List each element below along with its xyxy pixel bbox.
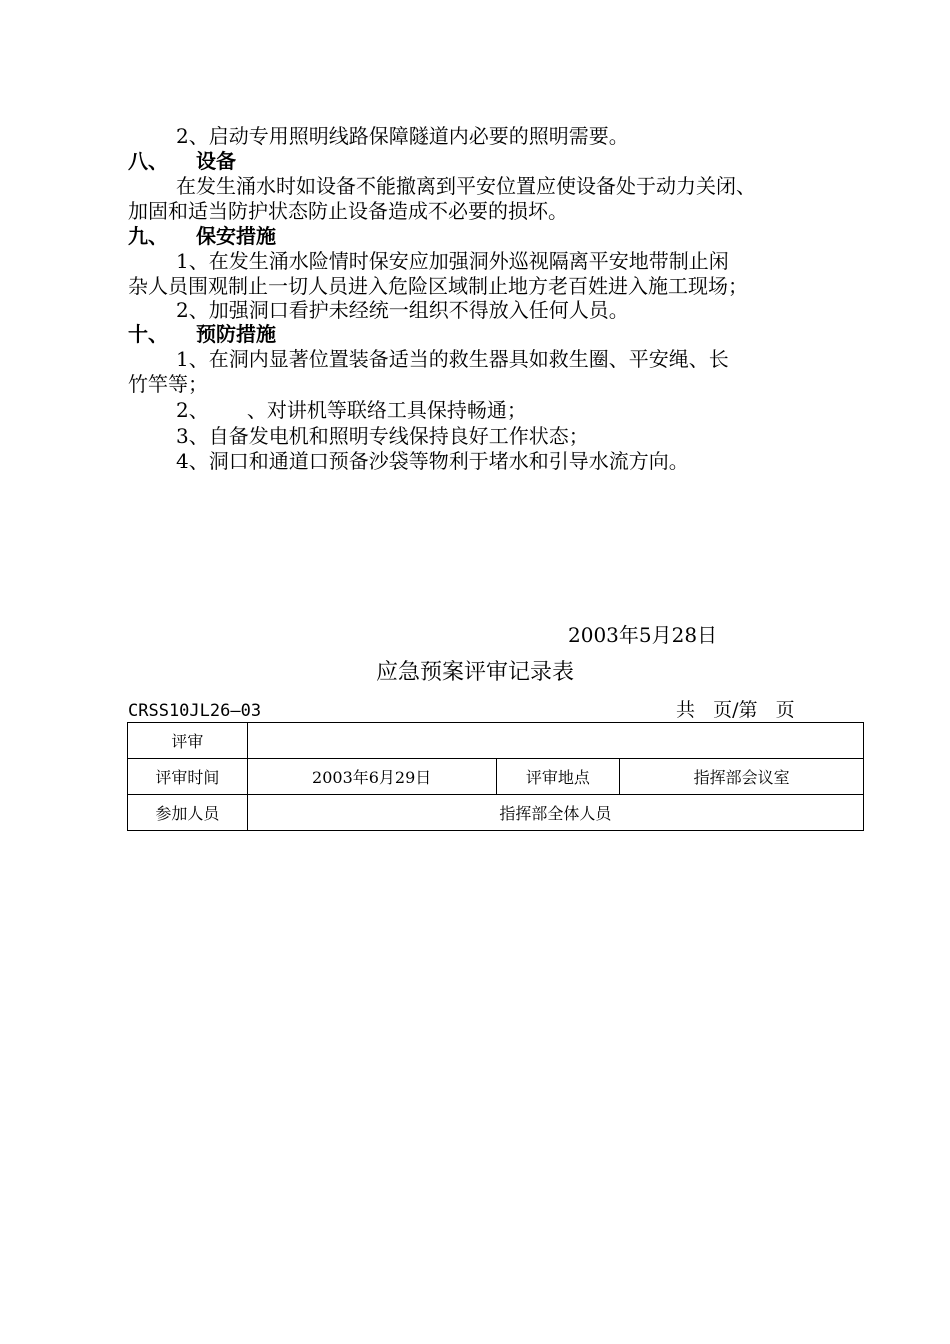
section-title: 设备 [196,149,236,173]
table-value-cell [247,723,863,759]
table-row [128,723,864,759]
review-place-cell: 指挥部会议室 [620,759,864,795]
section-number: 八、 [128,149,168,173]
paragraph-line: 4、洞口和通道口预备沙袋等物利于堵水和引导水流方向。 [176,449,689,473]
section-title: 保安措施 [196,224,276,248]
table-label-cell: 参加人员 [128,795,248,831]
review-record-table [127,722,864,831]
section-heading-9 [128,224,868,249]
paragraph-line: 3、自备发电机和照明专线保持良好工作状态； [176,424,589,448]
table-row [128,795,864,831]
table-row [128,759,864,795]
table-label-cell: 评审地点 [496,759,620,795]
paragraph-line: 杂人员围观制止一切人员进入危险区域制止地方老百姓进入施工现场； [128,274,748,298]
page-count: 共 页/第 页 [676,699,795,721]
form-title: 应急预案评审记录表 [375,660,574,685]
section-heading-8 [128,149,868,174]
participants-cell: 指挥部全体人员 [247,795,863,831]
section-title: 预防措施 [196,322,276,346]
paragraph-line: 竹竿等； [128,372,208,396]
paragraph-line: 2、加强洞口看护未经统一组织不得放入任何人员。 [176,298,629,322]
section-number: 九、 [128,224,168,248]
signature-date: 2003年5月28日 [568,623,718,647]
review-date-cell: 2003年6月29日 [247,759,496,795]
paragraph-line: 2、启动专用照明线路保障隧道内必要的照明需要。 [176,124,629,148]
paragraph-line: 2、 、对讲机等联络工具保持畅通； [176,398,527,422]
paragraph-line: 1、在发生涌水险情时保安应加强洞外巡视隔离平安地带制止闲 [176,249,729,273]
table-label-cell: 评审时间 [128,759,248,795]
form-code: CRSS10JL26—03 [128,701,262,721]
section-heading-10 [128,322,868,347]
table-label-cell: 评审 [128,723,248,759]
paragraph-line: 加固和适当防护状态防止设备造成不必要的损坏。 [128,199,568,223]
paragraph-line: 1、在洞内显著位置装备适当的救生器具如救生圈、平安绳、长 [176,347,729,371]
paragraph-line: 在发生涌水时如设备不能撤离到平安位置应使设备处于动力关闭、 [176,174,756,198]
section-number: 十、 [128,322,168,346]
